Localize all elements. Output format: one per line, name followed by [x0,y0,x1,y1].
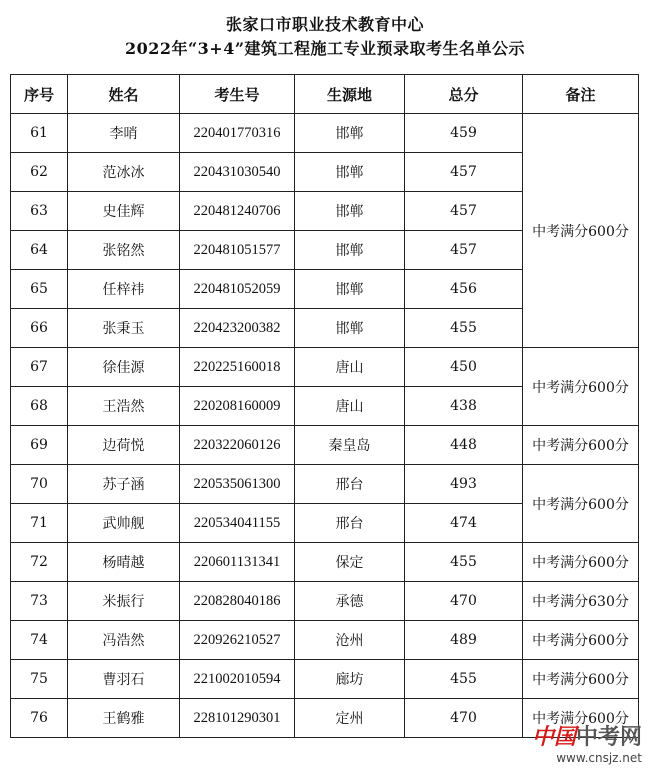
row-origin: 邢台 [295,504,405,543]
row-score: 493 [405,465,523,504]
row-score: 438 [405,387,523,426]
row-no: 67 [11,348,68,387]
row-exam-id: 220322060126 [180,426,295,465]
row-remark: 中考满分600分 [523,426,639,465]
row-name: 王鹤雅 [68,699,180,738]
row-score: 457 [405,231,523,270]
row-no: 74 [11,621,68,660]
row-origin: 邯郸 [295,231,405,270]
row-name: 徐佳源 [68,348,180,387]
row-origin: 定州 [295,699,405,738]
row-origin: 邢台 [295,465,405,504]
row-score: 489 [405,621,523,660]
row-score: 455 [405,660,523,699]
row-exam-id: 228101290301 [180,699,295,738]
row-origin: 邯郸 [295,153,405,192]
row-name: 张秉玉 [68,309,180,348]
row-origin: 秦皇岛 [295,426,405,465]
row-remark: 中考满分600分 [523,660,639,699]
row-exam-id: 220828040186 [180,582,295,621]
row-remark: 中考满分600分 [523,543,639,582]
watermark-logo-gray: 中考网 [575,724,642,750]
row-origin: 唐山 [295,348,405,387]
header-exam-id: 考生号 [180,75,295,114]
row-no: 71 [11,504,68,543]
row-origin: 唐山 [295,387,405,426]
row-name: 边荷悦 [68,426,180,465]
row-no: 75 [11,660,68,699]
row-exam-id: 220423200382 [180,309,295,348]
row-exam-id: 220208160009 [180,387,295,426]
row-score: 474 [405,504,523,543]
row-name: 武帅舰 [68,504,180,543]
row-origin: 邯郸 [295,114,405,153]
row-name: 张铭然 [68,231,180,270]
row-score: 457 [405,153,523,192]
table-row [11,543,639,582]
row-no: 70 [11,465,68,504]
row-no: 63 [11,192,68,231]
header-name: 姓名 [68,75,180,114]
row-name: 史佳辉 [68,192,180,231]
row-exam-id: 220535061300 [180,465,295,504]
row-exam-id: 220401770316 [180,114,295,153]
row-origin: 廊坊 [295,660,405,699]
row-exam-id: 220225160018 [180,348,295,387]
row-no: 73 [11,582,68,621]
row-score: 450 [405,348,523,387]
row-score: 448 [405,426,523,465]
row-origin: 保定 [295,543,405,582]
table-row [11,426,639,465]
document-subtitle: 2022年“3+4”建筑工程施工专业预录取考生名单公示 [124,39,526,58]
row-remark: 中考满分630分 [523,582,639,621]
row-exam-id: 220431030540 [180,153,295,192]
row-name: 米振行 [68,582,180,621]
row-no: 76 [11,699,68,738]
table-header-row [11,75,639,114]
row-score: 456 [405,270,523,309]
row-score: 455 [405,309,523,348]
watermark-logo-red: 中国 [531,724,576,750]
row-no: 65 [11,270,68,309]
row-exam-id: 220481240706 [180,192,295,231]
header-no: 序号 [11,75,68,114]
row-name: 杨晴越 [68,543,180,582]
admission-table [10,74,639,738]
row-exam-id: 221002010594 [180,660,295,699]
row-no: 66 [11,309,68,348]
row-remark: 中考满分600分 [523,621,639,660]
document-title: 张家口市职业技术教育中心 [225,15,424,34]
row-exam-id: 220481052059 [180,270,295,309]
row-score: 470 [405,582,523,621]
row-score: 470 [405,699,523,738]
header-score: 总分 [405,75,523,114]
row-name: 王浩然 [68,387,180,426]
row-exam-id: 220926210527 [180,621,295,660]
watermark-url: www.cnsjz.net [556,751,642,765]
row-name: 曹羽石 [68,660,180,699]
row-no: 61 [11,114,68,153]
row-remark: 中考满分600分 [523,348,639,426]
table-row [11,621,639,660]
row-score: 455 [405,543,523,582]
row-exam-id: 220601131341 [180,543,295,582]
header-origin: 生源地 [295,75,405,114]
row-score: 457 [405,192,523,231]
row-no: 72 [11,543,68,582]
row-remark: 中考满分600分 [523,699,639,738]
row-no: 64 [11,231,68,270]
row-exam-id: 220534041155 [180,504,295,543]
header-remark: 备注 [523,75,639,114]
row-score: 459 [405,114,523,153]
row-remark: 中考满分600分 [523,114,639,348]
table-row [11,348,639,387]
row-origin: 邯郸 [295,309,405,348]
row-no: 62 [11,153,68,192]
row-origin: 邯郸 [295,270,405,309]
table-body [11,114,639,738]
row-name: 李哨 [68,114,180,153]
table-row [11,114,639,153]
row-origin: 承德 [295,582,405,621]
row-origin: 邯郸 [295,192,405,231]
table-row [11,582,639,621]
row-name: 范冰冰 [68,153,180,192]
table-row [11,465,639,504]
row-name: 任梓祎 [68,270,180,309]
row-name: 苏子涵 [68,465,180,504]
row-exam-id: 220481051577 [180,231,295,270]
row-name: 冯浩然 [68,621,180,660]
row-origin: 沧州 [295,621,405,660]
row-no: 69 [11,426,68,465]
row-no: 68 [11,387,68,426]
table-row [11,660,639,699]
row-remark: 中考满分600分 [523,465,639,543]
watermark-logo [532,720,642,751]
watermark [532,720,642,765]
